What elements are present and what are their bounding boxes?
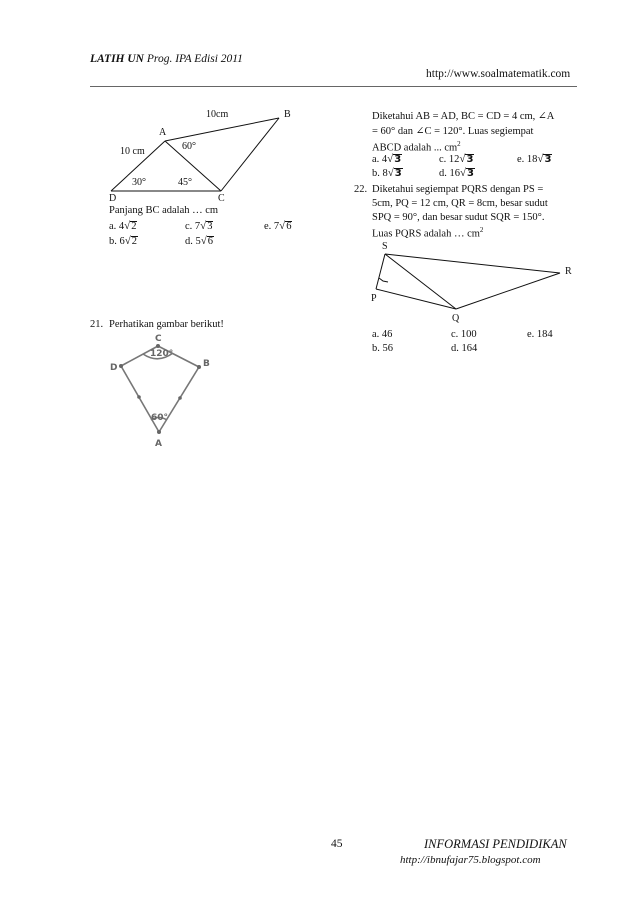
q21-vertex-b: B	[203, 359, 210, 369]
q20-option-c[interactable]: c. 7√3	[185, 220, 213, 232]
q20-vertex-b: B	[284, 109, 291, 120]
q20-angle-d: 30°	[132, 177, 146, 188]
q20-option-d[interactable]: d. 5√6	[185, 235, 214, 247]
q20-question: Panjang BC adalah … cm	[109, 205, 219, 216]
q22-text-line1: Diketahui segiempat PQRS dengan PS =	[372, 184, 544, 195]
q20-angle-a: 60°	[182, 141, 196, 152]
q22-option-d[interactable]: d. 164	[451, 343, 478, 354]
q21-option-d[interactable]: d. 16√3	[439, 167, 475, 179]
q21-question: Perhatikan gambar berikut!	[109, 319, 224, 330]
q20-vertex-d: D	[109, 193, 117, 204]
header-divider	[90, 86, 577, 87]
q21-angle-c: 120°	[150, 349, 174, 359]
q22-vertex-r: R	[565, 266, 572, 277]
q21-text-line1: Diketahui AB = AD, BC = CD = 4 cm, ∠A	[372, 111, 555, 122]
q22-number: 22.	[354, 184, 368, 195]
q21-option-b[interactable]: b. 8√3	[372, 167, 402, 179]
q21-number: 21.	[90, 319, 104, 330]
q21-vertex-a: A	[155, 439, 162, 449]
q21-option-e[interactable]: e. 18√3	[517, 153, 552, 165]
q22-option-a[interactable]: a. 46	[372, 329, 393, 340]
q20-edge-ab	[165, 118, 279, 141]
q22-option-e[interactable]: e. 184	[527, 329, 553, 340]
q22-vertex-p: P	[371, 293, 377, 304]
q21-angle-a: 60°	[151, 413, 169, 423]
q22-text-line2: 5cm, PQ = 12 cm, QR = 8cm, besar sudut	[372, 198, 548, 209]
footer-url[interactable]: http://ibnufajar75.blogspot.com	[400, 854, 541, 866]
q22-option-b[interactable]: b. 56	[372, 343, 393, 354]
q20-label-top: 10cm	[206, 109, 229, 120]
q21-option-c[interactable]: c. 12√3	[439, 153, 474, 165]
q22-text-line4: Luas PQRS adalah … $cm^2$	[372, 226, 484, 240]
q20-vertex-c: C	[218, 193, 225, 204]
q21-text-line2: = 60° dan ∠C = 120°. Luas segiempat	[372, 126, 534, 137]
q22-option-c[interactable]: c. 100	[451, 329, 477, 340]
header-title	[90, 53, 243, 65]
q20-angle-c: 45°	[178, 177, 192, 188]
q20-label-left: 10 cm	[120, 146, 145, 157]
q21-vertex-d: D	[110, 363, 118, 373]
q22-vertex-s: S	[382, 241, 388, 252]
header-title-rest: Prog. IPA Edisi 2011	[146, 53, 243, 65]
q21-option-a[interactable]: a. 4√3	[372, 153, 402, 165]
footer-publisher: INFORMASI PENDIDIKAN	[424, 837, 567, 851]
q20-edge-bc	[221, 118, 279, 191]
q21-vertex-c: C	[155, 334, 162, 344]
q20-option-e[interactable]: e. 7√6	[264, 220, 292, 232]
header-title-bold: LATIH UN	[90, 53, 144, 65]
q22-text-line3: SPQ = 90°, dan besar sudut SQR = 150°.	[372, 212, 545, 223]
q20-vertex-a: A	[159, 127, 167, 138]
header-url[interactable]: http://www.soalmatematik.com	[426, 68, 571, 80]
q20-option-a[interactable]: a. 4√2	[109, 220, 137, 232]
q21-text-line3: ABCD adalah ... $cm^2$	[372, 140, 461, 154]
page-number: 45	[331, 838, 343, 850]
q22-vertex-q: Q	[452, 313, 460, 324]
q20-option-b[interactable]: b. 6√2	[109, 235, 138, 247]
